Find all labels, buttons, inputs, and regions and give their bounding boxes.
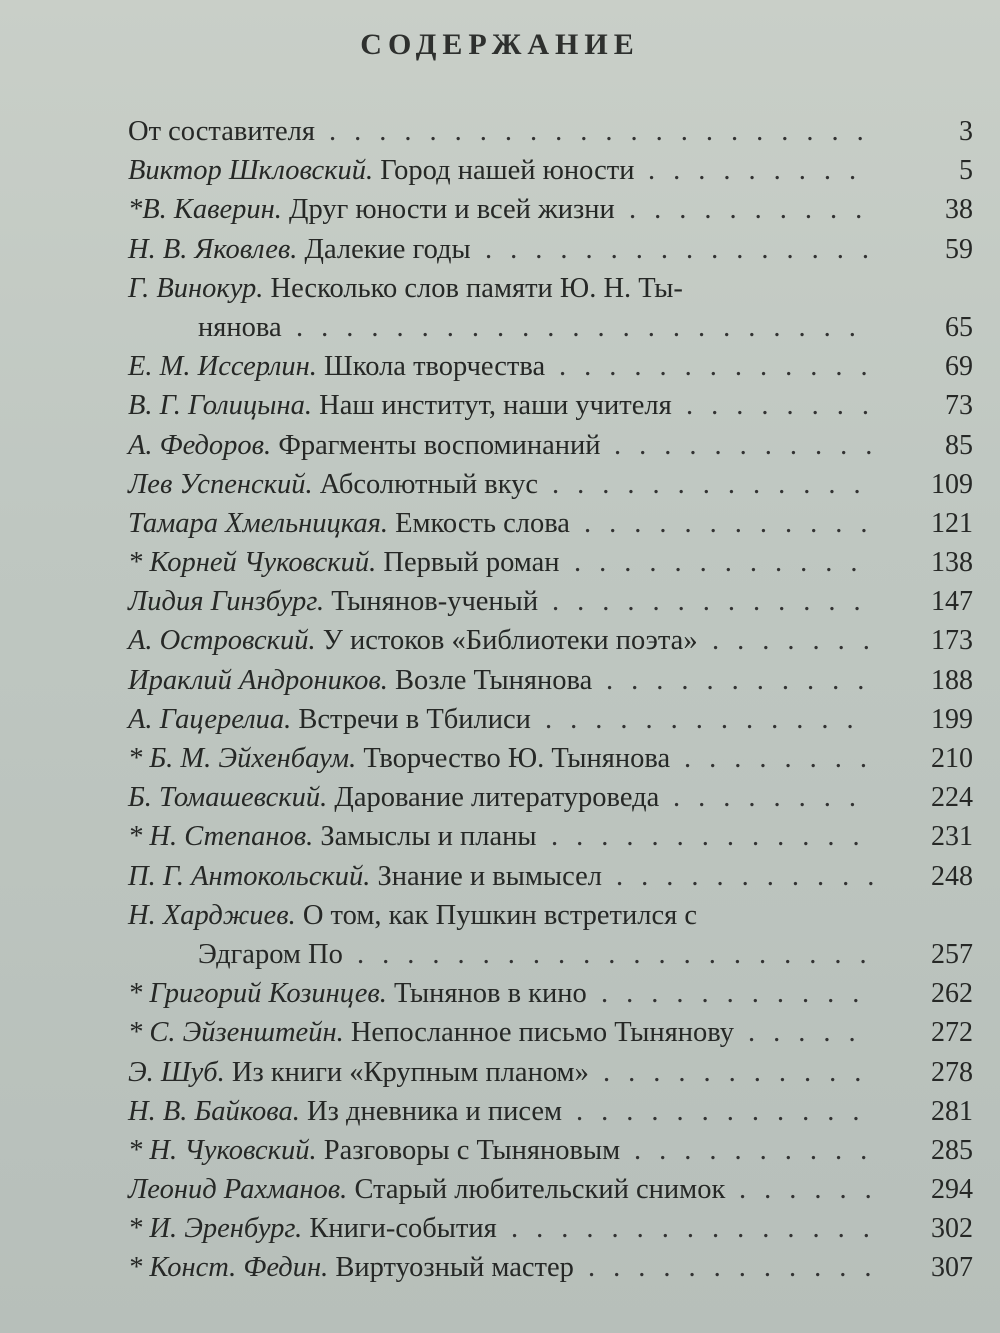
toc-entry-text: [128, 269, 683, 308]
toc-work-title: Тынянов в кино: [386, 978, 587, 1010]
dot-leader: ........: [673, 782, 874, 814]
dot-leader: ...........: [606, 664, 883, 696]
toc-entry: [128, 308, 973, 347]
toc-entry: [128, 543, 973, 582]
toc-page-number: 307: [931, 1252, 973, 1284]
toc-page-number: 210: [931, 743, 973, 774]
toc-entry-text: [128, 700, 531, 739]
toc-work-title: Замыслы и планы: [313, 821, 537, 853]
toc-page-number: 224: [931, 782, 973, 814]
dot-leader: ...............: [511, 1213, 888, 1245]
toc-entry-text: [128, 112, 315, 151]
toc-page-number: 302: [931, 1213, 973, 1245]
toc-work-title: нянова: [198, 311, 282, 343]
toc-work-title: О том, как Пушкин встретился с: [295, 899, 697, 931]
toc-author: Е. М. Иссерлин.: [128, 351, 317, 383]
toc-entry-text: [128, 1131, 620, 1170]
toc-author: В. Г. Голицына.: [128, 390, 312, 422]
toc-author: * И. Эренбург.: [128, 1213, 303, 1245]
toc-entry-text: [128, 151, 634, 190]
toc-author: Н. В. Яковлев.: [128, 233, 298, 265]
dot-leader: ..........: [634, 1134, 886, 1166]
toc-page-number: 38: [945, 194, 973, 226]
toc-entry: [128, 621, 973, 660]
toc-work-title: Фрагменты воспоминаний: [271, 429, 601, 461]
toc-page-number: 59: [945, 233, 973, 265]
toc-entry: [128, 582, 973, 621]
toc-entry: [128, 817, 973, 856]
toc-author: Б. Томашевский.: [128, 782, 328, 814]
toc-work-title: Творчество Ю. Тынянова: [356, 743, 671, 774]
dot-leader: .....................: [357, 938, 885, 970]
toc-work-title: Первый роман: [376, 547, 560, 579]
dot-leader: ................: [485, 233, 887, 265]
toc-author: Э. Шуб.: [128, 1056, 225, 1088]
toc-entry: [128, 1131, 973, 1170]
toc-author: * Б. М. Эйхенбаум.: [128, 743, 357, 774]
toc-entry-text: [128, 543, 560, 582]
toc-work-title: Несколько слов памяти Ю. Н. Ты-: [263, 272, 683, 304]
dot-leader: ...........: [614, 429, 891, 461]
toc-entry: [128, 739, 973, 778]
dot-leader: ...........: [616, 860, 893, 892]
toc-page-number: 248: [931, 860, 973, 892]
dot-leader: ............: [588, 1252, 890, 1284]
toc-page-number: 173: [931, 625, 973, 657]
toc-entry-text: [128, 1013, 734, 1052]
toc-author: А. Островский.: [128, 625, 316, 657]
toc-entry-text: [128, 1248, 574, 1287]
toc-page-number: 285: [931, 1134, 973, 1166]
toc-entry: [128, 661, 973, 700]
toc-page-number: 121: [931, 507, 973, 539]
toc-author: Тамара Хмельницкая.: [128, 507, 388, 539]
toc-entry-text: [128, 1053, 589, 1092]
toc-page-number: 262: [931, 978, 973, 1010]
toc-page-number: 85: [945, 429, 973, 461]
toc-work-title: Абсолютный вкус: [312, 468, 539, 500]
toc-entry: [128, 230, 973, 269]
toc-author: * Н. Чуковский.: [128, 1134, 317, 1166]
dot-leader: .....: [748, 1017, 874, 1049]
dot-leader: ............: [576, 1095, 878, 1127]
toc-author: Н. Харджиев.: [128, 899, 296, 931]
dot-leader: ..........: [629, 194, 881, 226]
toc-page-number: 5: [959, 155, 973, 187]
dot-leader: ...........: [601, 978, 878, 1010]
toc-work-title: Встречи в Тбилиси: [291, 703, 531, 735]
toc-entry-text: [128, 1170, 725, 1209]
toc-entry-text: [128, 426, 600, 465]
toc-work-title: Тынянов-ученый: [324, 586, 539, 618]
toc-entry-text: [128, 1209, 497, 1248]
toc-entry-text: [128, 739, 670, 778]
toc-work-title: Знание и вымысел: [370, 860, 602, 892]
toc-work-title: Город нашей юности: [373, 155, 635, 187]
toc-entry: [128, 1053, 973, 1092]
toc-entry: [128, 778, 973, 817]
dot-leader: ............: [584, 507, 886, 539]
toc-entry: [128, 151, 973, 190]
toc-entry: [128, 1170, 973, 1209]
toc-entry-text: [198, 935, 343, 974]
toc-page-number: 65: [945, 311, 973, 343]
toc-entry: [128, 935, 973, 974]
toc-entry-text: [128, 230, 471, 269]
dot-leader: ........: [684, 743, 885, 774]
dot-leader: ........: [686, 390, 887, 422]
toc-entry: [128, 1013, 973, 1052]
toc-author: А. Гацерелиа.: [128, 703, 292, 735]
toc-entry-text: [128, 857, 602, 896]
toc-entry: [128, 112, 973, 151]
toc-work-title: Далекие годы: [297, 233, 471, 265]
toc-entry-text: [128, 661, 592, 700]
toc-page-number: 281: [931, 1095, 973, 1127]
toc-page-number: 294: [931, 1174, 973, 1206]
toc-author: Н. В. Байкова.: [128, 1095, 300, 1127]
toc-author: А. Федоров.: [128, 429, 272, 461]
toc-entry-text: [198, 308, 282, 347]
toc-author: Ираклий Андроников.: [128, 664, 388, 696]
toc-entry-text: [128, 190, 615, 229]
toc-page-number: 73: [945, 390, 973, 422]
toc-page-number: 278: [931, 1056, 973, 1088]
toc-page-number: 138: [931, 547, 973, 579]
dot-leader: ............: [574, 547, 876, 579]
toc-work-title: Наш институт, наши учителя: [312, 390, 672, 422]
toc-work-title: Емкость слова: [387, 507, 570, 539]
toc-work-title: Школа творчества: [316, 351, 546, 383]
dot-leader: ......: [739, 1174, 890, 1206]
toc-entry: [128, 857, 973, 896]
dot-leader: .........: [648, 155, 875, 187]
toc-entry-text: [128, 465, 538, 504]
toc-author: * Григорий Козинцев.: [128, 978, 387, 1010]
toc-work-title: Книги-события: [302, 1213, 497, 1245]
toc-entry: [128, 896, 973, 935]
toc-entry-text: [128, 817, 537, 856]
toc-work-title: Непосланное письмо Тынянову: [343, 1017, 734, 1049]
toc-entry-text: [128, 386, 672, 425]
dot-leader: .............: [545, 703, 872, 735]
toc-page-number: 231: [931, 821, 973, 853]
toc-work-title: Из дневника и писем: [299, 1095, 563, 1127]
toc-entry-text: [128, 974, 587, 1013]
toc-author: * Конст. Федин.: [128, 1252, 329, 1284]
toc-author: * С. Эйзенштейн.: [128, 1017, 344, 1049]
toc-author: Лев Успенский.: [128, 468, 313, 500]
toc-work-title: У истоков «Библиотеки поэта»: [315, 625, 698, 657]
dot-leader: ......................: [329, 116, 882, 147]
dot-leader: .......: [712, 625, 888, 657]
toc-work-title: Старый любительский снимок: [347, 1174, 726, 1206]
dot-leader: .............: [551, 821, 878, 853]
toc-work-title: Из книги «Крупным планом»: [224, 1056, 589, 1088]
toc-page-number: 109: [931, 468, 973, 500]
toc-author: П. Г. Антокольский.: [128, 860, 371, 892]
toc-page-number: 3: [959, 116, 973, 147]
toc-author: *В. Каверин.: [128, 194, 282, 226]
toc-entry: [128, 269, 973, 308]
dot-leader: .............: [559, 351, 886, 383]
toc-entry: [128, 974, 973, 1013]
toc-author: Виктор Шкловский.: [128, 155, 374, 187]
toc-entry: [128, 700, 973, 739]
toc-page-number: 147: [931, 586, 973, 618]
toc-entry-text: [128, 582, 538, 621]
toc-page-number: 272: [931, 1017, 973, 1049]
toc-work-title: Друг юности и всей жизни: [281, 194, 615, 226]
toc-entry: [128, 190, 973, 229]
toc-entry-text: [128, 621, 698, 660]
toc-work-title: Возле Тынянова: [387, 664, 593, 696]
dot-leader: .............: [552, 586, 879, 618]
page-title: СОДЕРЖАНИЕ: [360, 28, 640, 61]
dot-leader: .......................: [296, 311, 874, 343]
toc-entry-text: [128, 1092, 562, 1131]
toc-entry: [128, 347, 973, 386]
toc-entry: [128, 504, 973, 543]
toc-work-title: От составителя: [128, 116, 316, 147]
toc-entry-text: [128, 347, 545, 386]
toc-work-title: Виртуозный мастер: [328, 1252, 574, 1284]
toc-page-number: 69: [945, 351, 973, 383]
toc-author: Лидия Гинзбург.: [128, 586, 325, 618]
toc-author: * Корней Чуковский.: [128, 547, 377, 579]
toc-author: Г. Винокур.: [128, 272, 264, 304]
table-of-contents: [128, 112, 973, 1288]
toc-work-title: Разговоры с Тыняновым: [316, 1134, 621, 1166]
toc-entry-text: [128, 504, 570, 543]
toc-author: * Н. Степанов.: [128, 821, 314, 853]
toc-page-number: 199: [931, 703, 973, 735]
toc-page-number: 257: [931, 938, 973, 970]
toc-entry: [128, 386, 973, 425]
toc-entry: [128, 1092, 973, 1131]
toc-entry: [128, 1248, 973, 1287]
toc-work-title: Эдгаром По: [198, 938, 343, 970]
dot-leader: ...........: [603, 1056, 880, 1088]
dot-leader: .............: [552, 468, 879, 500]
toc-entry: [128, 426, 973, 465]
toc-entry: [128, 465, 973, 504]
toc-entry: [128, 1209, 973, 1248]
toc-entry-text: [128, 778, 659, 817]
toc-author: Леонид Рахманов.: [128, 1174, 348, 1206]
toc-page-number: 188: [931, 664, 973, 696]
toc-entry-text: [128, 896, 697, 935]
toc-work-title: Дарование литературоведа: [327, 782, 660, 814]
